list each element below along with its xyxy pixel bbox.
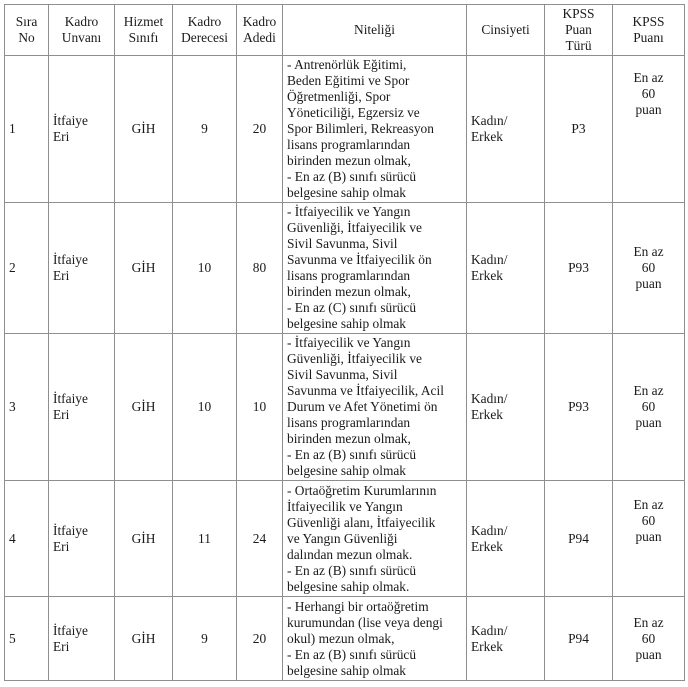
cell-kadro-unvani: İtfaiye Eri (49, 597, 115, 681)
cell-sira-no: 4 (5, 481, 49, 597)
cell-kpss-puani: En az 60 puan (613, 56, 685, 203)
header-sira-no: Sıra No (5, 5, 49, 56)
cell-kadro-unvani: İtfaiye Eri (49, 56, 115, 203)
cell-kadro-derecesi: 11 (173, 481, 237, 597)
header-cinsiyeti: Cinsiyeti (467, 5, 545, 56)
cell-niteligi: - İtfaiyecilik ve Yangın Güvenliği, İtfaiyecilik ve Sivil Savunma, Sivil Savunma ve İtfaiyecilik ön lisans programlarından birinden mezun olmak, - En az (C) sınıfı sürücü belgesine sahip olmak (283, 203, 467, 334)
cell-kpss-puan-turu: P3 (545, 56, 613, 203)
cell-hizmet-sinifi: GİH (115, 597, 173, 681)
cell-kpss-puani: En az 60 puan (613, 481, 685, 597)
cell-kadro-adedi: 20 (237, 597, 283, 681)
cell-hizmet-sinifi: GİH (115, 203, 173, 334)
cell-cinsiyeti: Kadın/ Erkek (467, 481, 545, 597)
cell-niteligi: - Antrenörlük Eğitimi, Beden Eğitimi ve Spor Öğretmenliği, Spor Yöneticiliği, Egzersiz ve Spor Bilimleri, Rekreasyon lisans programlarından birinden mezun olmak, - En az (B) sınıfı sürücü belgesine sahip olmak (283, 56, 467, 203)
cell-kpss-puan-turu: P94 (545, 481, 613, 597)
cell-hizmet-sinifi: GİH (115, 481, 173, 597)
cell-sira-no: 2 (5, 203, 49, 334)
cell-kadro-adedi: 20 (237, 56, 283, 203)
cell-kadro-adedi: 80 (237, 203, 283, 334)
cell-kadro-unvani: İtfaiye Eri (49, 334, 115, 481)
cell-niteligi: - İtfaiyecilik ve Yangın Güvenliği, İtfaiyecilik ve Sivil Savunma, Sivil Savunma ve İtfaiyecilik, Acil Durum ve Afet Yönetimi ön lisans programlarından birinden mezun olmak, - En az (B) sınıfı sürücü belgesine sahip olmak (283, 334, 467, 481)
cell-kpss-puani: En az 60 puan (613, 597, 685, 681)
cell-kpss-puan-turu: P93 (545, 334, 613, 481)
table-row (5, 203, 685, 334)
cell-kadro-adedi: 24 (237, 481, 283, 597)
cell-hizmet-sinifi: GİH (115, 56, 173, 203)
header-niteligi: Niteliği (283, 5, 467, 56)
cell-niteligi: - Herhangi bir ortaöğretim kurumundan (lise veya dengi okul) mezun olmak, - En az (B) sınıfı sürücü belgesine sahip olmak (283, 597, 467, 681)
cell-kadro-unvani: İtfaiye Eri (49, 203, 115, 334)
header-kpss-puan-turu: KPSS Puan Türü (545, 5, 613, 56)
cell-kadro-unvani: İtfaiye Eri (49, 481, 115, 597)
cell-kpss-puan-turu: P94 (545, 597, 613, 681)
table-row (5, 481, 685, 597)
cell-sira-no: 1 (5, 56, 49, 203)
cell-cinsiyeti: Kadın/ Erkek (467, 203, 545, 334)
cell-kadro-derecesi: 10 (173, 203, 237, 334)
cell-kpss-puan-turu: P93 (545, 203, 613, 334)
cell-niteligi: - Ortaöğretim Kurumlarının İtfaiyecilik ve Yangın Güvenliği alanı, İtfaiyecilik ve Yangın Güvenliği dalından mezun olmak. - En az (B) sınıfı sürücü belgesine sahip olmak. (283, 481, 467, 597)
cell-cinsiyeti: Kadın/ Erkek (467, 334, 545, 481)
header-hizmet-sinifi: Hizmet Sınıfı (115, 5, 173, 56)
recruitment-table (4, 4, 685, 681)
cell-kadro-derecesi: 10 (173, 334, 237, 481)
cell-cinsiyeti: Kadın/ Erkek (467, 597, 545, 681)
header-row (5, 5, 685, 56)
cell-kpss-puani: En az 60 puan (613, 334, 685, 481)
table-row (5, 597, 685, 681)
cell-kpss-puani: En az 60 puan (613, 203, 685, 334)
header-kadro-derecesi: Kadro Derecesi (173, 5, 237, 56)
table-row (5, 56, 685, 203)
header-kadro-adedi: Kadro Adedi (237, 5, 283, 56)
cell-hizmet-sinifi: GİH (115, 334, 173, 481)
cell-kadro-adedi: 10 (237, 334, 283, 481)
cell-sira-no: 3 (5, 334, 49, 481)
table-row (5, 334, 685, 481)
cell-cinsiyeti: Kadın/ Erkek (467, 56, 545, 203)
header-kpss-puani: KPSS Puanı (613, 5, 685, 56)
cell-kadro-derecesi: 9 (173, 597, 237, 681)
cell-kadro-derecesi: 9 (173, 56, 237, 203)
recruitment-table-container (4, 4, 684, 681)
cell-sira-no: 5 (5, 597, 49, 681)
header-kadro-unvani: Kadro Unvanı (49, 5, 115, 56)
